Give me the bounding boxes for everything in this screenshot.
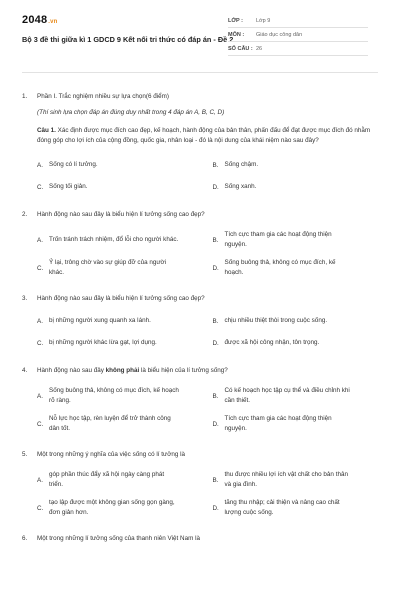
option-text: được xã hội công nhận, tôn trọng.	[224, 339, 320, 346]
option-b[interactable]	[213, 310, 379, 332]
question-title	[22, 534, 378, 544]
option-grid	[37, 382, 378, 438]
logo-text: 2048	[22, 14, 48, 26]
option-d[interactable]	[213, 332, 379, 354]
option-a[interactable]	[37, 310, 203, 332]
question-text: Hành động nào sau đây là biểu hiện lí tưởng sống cao đẹp?	[37, 211, 205, 218]
document-meta-table	[228, 14, 368, 56]
meta-row-class	[228, 14, 368, 28]
option-text: chịu nhiều thiệt thòi trong cuộc sống.	[224, 317, 328, 324]
meta-value: 26	[256, 45, 263, 52]
question-stem	[37, 126, 378, 146]
option-b[interactable]	[213, 154, 379, 176]
meta-value: Giáo dục công dân	[256, 31, 303, 38]
meta-value: Lớp 9	[256, 17, 271, 24]
option-grid	[37, 226, 378, 282]
option-letter: D.	[212, 420, 219, 428]
option-text: Tích cực tham gia các hoạt động thiện nguyện.	[224, 415, 332, 432]
option-letter: A.	[37, 392, 43, 400]
question-title	[22, 294, 378, 304]
option-text: Sống xanh.	[224, 183, 257, 190]
option-b[interactable]	[213, 466, 379, 494]
question-title	[22, 210, 378, 220]
item-number: 4.	[22, 367, 28, 374]
option-text: Sống tối giản.	[49, 183, 88, 190]
meta-row-count	[228, 42, 368, 56]
meta-row-subject	[228, 28, 368, 42]
meta-key: LỚP :	[228, 17, 243, 24]
option-text: Có kế hoạch học tập cụ thể và điều chỉnh khi cần thiết.	[224, 387, 350, 404]
option-text: Sống chậm.	[224, 161, 259, 168]
header-divider	[22, 72, 378, 73]
option-letter: D.	[212, 183, 219, 191]
option-letter: B.	[212, 161, 219, 169]
site-logo[interactable]	[22, 14, 58, 26]
option-d[interactable]	[213, 176, 379, 198]
option-text: tăng thu nhập; cải thiện và nâng cao chất lượng cuộc sống.	[224, 499, 340, 516]
option-text: Tích cực tham gia các hoạt động thiện nguyện.	[224, 231, 332, 248]
question-list	[22, 80, 378, 550]
question-text: là biểu hiện của lí tưởng sống?	[139, 367, 228, 374]
part-title: Phần I. Trắc nghiệm nhiều sự lựa chọn(6 điểm)	[37, 93, 169, 100]
option-text: Nỗ lực học tập, rèn luyện để trở thành công dân tốt.	[49, 415, 171, 432]
part-heading	[22, 92, 378, 102]
question-text: Hành động nào sau đây là biểu hiện lí tưởng sống cao đẹp?	[37, 295, 205, 302]
question-emphasis: không phải	[105, 367, 140, 374]
option-letter: A.	[37, 317, 43, 325]
item-number: 2.	[22, 211, 28, 218]
option-d[interactable]	[213, 494, 379, 522]
option-letter: B.	[212, 317, 219, 325]
option-letter: B.	[212, 476, 219, 484]
option-c[interactable]	[37, 494, 203, 522]
item-number: 1.	[22, 93, 28, 100]
option-letter: A.	[37, 476, 43, 484]
option-letter: A.	[37, 236, 43, 244]
option-letter: B.	[212, 236, 219, 244]
question-title	[22, 366, 378, 376]
option-text: tạo lập được một không gian sống gọn gàng, đơn giản hơn.	[49, 499, 175, 516]
question-title	[22, 450, 378, 460]
option-text: Sống buông thả, không có mục đích, kế hoạch rõ ràng.	[49, 387, 179, 404]
option-a[interactable]	[37, 226, 203, 254]
option-text: Sống có lí tưởng.	[49, 161, 98, 168]
option-d[interactable]	[213, 410, 379, 438]
item-number: 6.	[22, 535, 28, 542]
option-text: Ỷ lại, trông chờ vào sự giúp đỡ của người khác.	[49, 259, 167, 276]
option-text: góp phần thúc đẩy xã hội ngày càng phát triển.	[49, 471, 165, 488]
option-letter: C.	[37, 264, 44, 272]
option-a[interactable]	[37, 382, 203, 410]
option-c[interactable]	[37, 176, 203, 198]
option-letter: A.	[37, 161, 43, 169]
option-grid	[37, 466, 378, 522]
option-text: Sống buông thả, không có mục đích, kế hoạch.	[224, 259, 336, 276]
option-grid	[37, 154, 378, 198]
question-text: Hành động nào sau đây	[37, 367, 106, 374]
option-text: thu được nhiều lợi ích vật chất cho bản thân và gia đình.	[224, 471, 348, 488]
option-text: Trốn tránh trách nhiệm, đổ lỗi cho người khác.	[49, 236, 179, 243]
option-b[interactable]	[213, 226, 379, 254]
option-c[interactable]	[37, 410, 203, 438]
option-letter: C.	[37, 339, 44, 347]
option-a[interactable]	[37, 154, 203, 176]
option-grid	[37, 310, 378, 354]
option-letter: D.	[212, 339, 219, 347]
option-letter: D.	[212, 504, 219, 512]
logo-tld: .vn	[48, 19, 58, 25]
option-letter: C.	[37, 183, 44, 191]
option-a[interactable]	[37, 466, 203, 494]
meta-key: SỐ CÂU :	[228, 45, 253, 52]
item-number: 3.	[22, 295, 28, 302]
option-text: bị những người xung quanh xa lánh.	[49, 317, 151, 324]
option-text: bị những người khác lừa gạt, lợi dụng.	[49, 339, 157, 346]
option-c[interactable]	[37, 254, 203, 282]
document-title: Bộ 3 đề thi giữa kì 1 GDCD 9 Kết nối tri thức có đáp án - Đề 2	[22, 35, 234, 44]
option-letter: D.	[212, 264, 219, 272]
option-letter: C.	[37, 504, 44, 512]
question-text: Một trong những ý nghĩa của việc sống có lí tưởng là	[37, 451, 186, 458]
meta-key: MÔN :	[228, 31, 245, 38]
option-d[interactable]	[213, 254, 379, 282]
option-letter: C.	[37, 420, 44, 428]
option-b[interactable]	[213, 382, 379, 410]
option-c[interactable]	[37, 332, 203, 354]
item-number: 5.	[22, 451, 28, 458]
question-label: Câu 1.	[37, 127, 56, 134]
option-letter: B.	[212, 392, 219, 400]
question-text: Một trong những lí tưởng sống của thanh niên Việt Nam là	[37, 535, 200, 542]
part-instruction: (Thí sinh lựa chọn đáp án đúng duy nhất trong 4 đáp án A, B, C, D)	[37, 109, 225, 116]
question-text: Xác định được mục đích cao đẹp, kế hoạch, hành động của bản thân, phấn đấu để đạt được mục đích đó nhằm đóng góp cho lợi ích của cộng đồng, quốc gia, nhân loại - đó là nội dung của khái niệm nào sau đây?	[37, 127, 371, 144]
